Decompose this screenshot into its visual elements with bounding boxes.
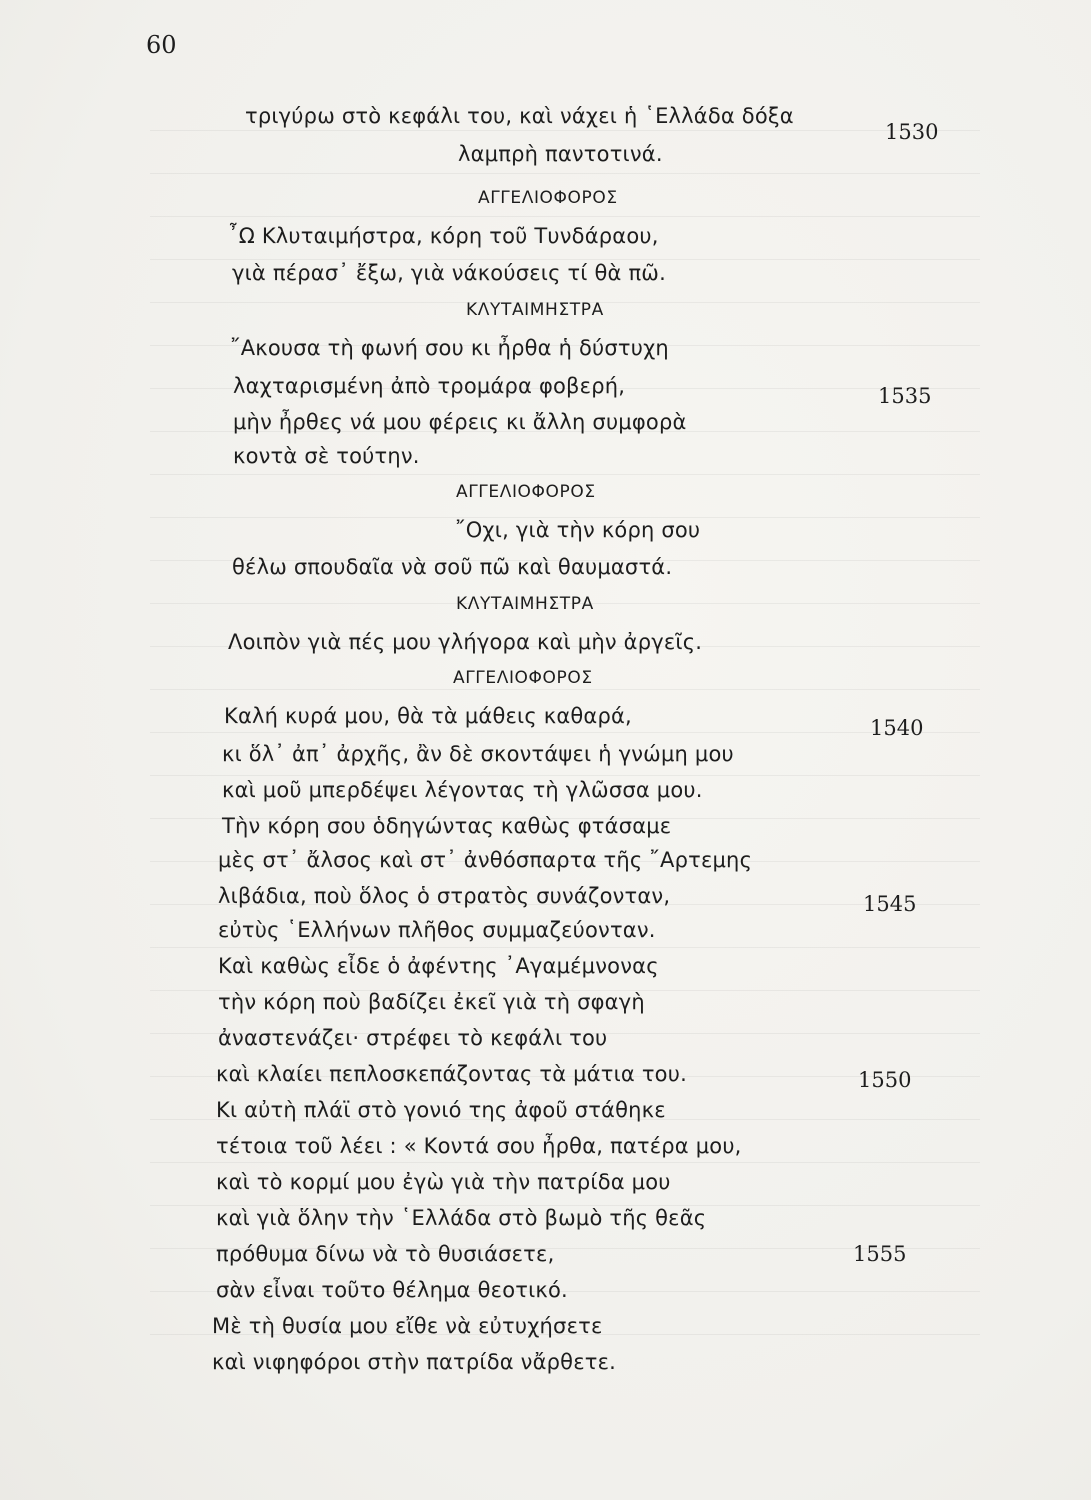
- verse-line: κι ὅλ᾽ ἀπ᾽ ἀρχῆς, ἂν δὲ σκοντάψει ἡ γνώμη μου: [222, 742, 734, 766]
- speaker-label: ΑΓΓΕΛΙΟΦΟΡΟΣ: [456, 482, 596, 502]
- line-number: 1540: [870, 716, 924, 740]
- verse-line: Κι αὐτὴ πλάϊ στὸ γονιό της ἀφοῦ στάθηκε: [216, 1098, 666, 1122]
- verse-line: καὶ τὸ κορμί μου ἐγὼ γιὰ τὴν πατρίδα μου: [216, 1170, 671, 1194]
- verse-line: Καλή κυρά μου, θὰ τὰ μάθεις καθαρά,: [224, 704, 632, 728]
- speaker-label: ΑΓΓΕΛΙΟΦΟΡΟΣ: [478, 188, 618, 208]
- verse-line: γιὰ πέρασ᾽ ἔξω, γιὰ νάκούσεις τί θὰ πῶ.: [232, 261, 666, 285]
- verse-line: καὶ νιφηφόροι στὴν πατρίδα νἄρθετε.: [212, 1350, 617, 1374]
- verse-line: λιβάδια, ποὺ ὅλος ὁ στρατὸς συνάζονταν,: [218, 884, 671, 908]
- verse-line: θέλω σπουδαῖα νὰ σοῦ πῶ καὶ θαυμαστά.: [232, 555, 673, 579]
- verse-line: ῎Οχι, γιὰ τὴν κόρη σου: [455, 518, 701, 542]
- verse-line: πρόθυμα δίνω νὰ τὸ θυσιάσετε,: [216, 1242, 555, 1266]
- verse-line: Τὴν κόρη σου ὁδηγώντας καθὼς φτάσαμε: [222, 814, 672, 838]
- speaker-label: ΑΓΓΕΛΙΟΦΟΡΟΣ: [453, 668, 593, 688]
- verse-line: καὶ κλαίει πεπλοσκεπάζοντας τὰ μάτια του.: [216, 1062, 687, 1086]
- verse-line: λαμπρὴ παντοτινά.: [458, 142, 663, 166]
- verse-line: καὶ γιὰ ὅλην τὴν ῾Ελλάδα στὸ βωμὸ τῆς θεᾶς: [216, 1206, 707, 1230]
- verse-line: καὶ μοῦ μπερδέψει λέγοντας τὴ γλῶσσα μου.: [222, 778, 703, 802]
- line-number: 1555: [853, 1242, 907, 1266]
- verse-line: κοντὰ σὲ τούτην.: [233, 444, 420, 468]
- verse-line: σὰν εἶναι τοῦτο θέλημα θεοτικό.: [216, 1278, 568, 1302]
- verse-line: ἀναστενάζει· στρέφει τὸ κεφάλι του: [218, 1026, 608, 1050]
- line-number: 1530: [885, 120, 939, 144]
- line-number: 1535: [878, 384, 932, 408]
- verse-line: μὲς στ᾽ ἄλσος καὶ στ᾽ ἀνθόσπαρτα τῆς ῎Αρτεμης: [218, 848, 753, 872]
- verse-line: ῏Ω Κλυταιμήστρα, κόρη τοῦ Τυνδάραου,: [228, 224, 659, 248]
- verse-line: μὴν ἦρθες νά μου φέρεις κι ἄλλη συμφορὰ: [233, 410, 687, 434]
- verse-line: τέτοια τοῦ λέει : « Κοντά σου ἦρθα, πατέρα μου,: [216, 1134, 742, 1158]
- verse-line: τὴν κόρη ποὺ βαδίζει ἐκεῖ γιὰ τὴ σφαγὴ: [218, 990, 645, 1014]
- verse-line: λαχταρισμένη ἀπὸ τρομάρα φοβερή,: [233, 374, 626, 398]
- verse-line: ῎Ακουσα τὴ φωνή σου κι ἦρθα ἡ δύστυχη: [230, 336, 669, 360]
- verse-line: τριγύρω στὸ κεφάλι του, καὶ νάχει ἡ ῾Ελλάδα δόξα: [245, 104, 794, 128]
- verse-line: Μὲ τὴ θυσία μου εἴθε νὰ εὐτυχήσετε: [212, 1314, 603, 1338]
- page-number: 60: [146, 31, 177, 59]
- verse-line: εὐτὺς ῾Ελλήνων πλῆθος συμμαζεύονταν.: [218, 918, 656, 942]
- line-number: 1545: [863, 892, 917, 916]
- speaker-label: ΚΛΥΤΑΙΜΗΣΤΡΑ: [456, 594, 594, 614]
- speaker-label: ΚΛΥΤΑΙΜΗΣΤΡΑ: [466, 300, 604, 320]
- verse-line: Καὶ καθὼς εἶδε ὁ ἀφέντης ᾿Αγαμέμνονας: [218, 954, 659, 978]
- line-number: 1550: [858, 1068, 912, 1092]
- verse-line: Λοιπὸν γιὰ πές μου γλήγορα καὶ μὴν ἀργεῖς.: [228, 630, 703, 654]
